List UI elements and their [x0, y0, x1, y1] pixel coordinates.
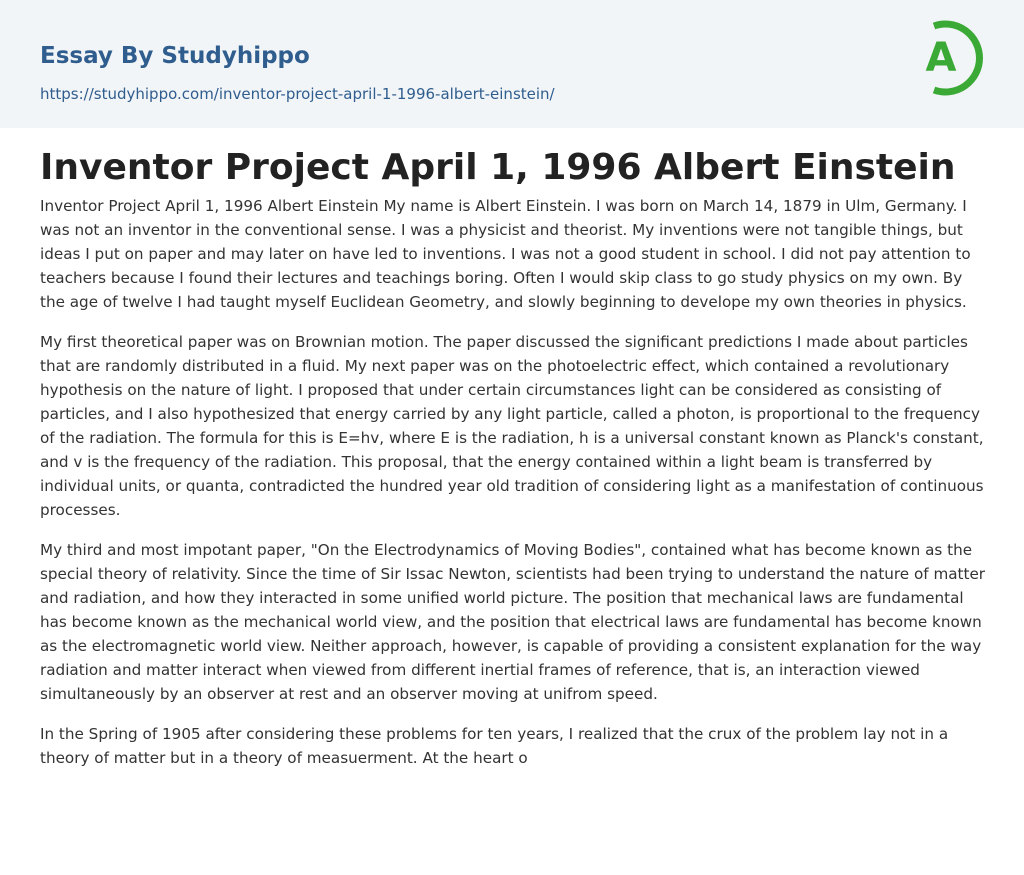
site-header	[0, 0, 1024, 128]
essay-paragraph: My third and most impotant paper, "On the Electrodynamics of Moving Bodies", contained what has become known as the special theory of relativity. Since the time of Sir Issac Newton, scientists had been trying to understand the nature of matter and radiation, and how they interacted in some unified world picture. The position that mechanical laws are fundamental has become known as the mechanical world view, and the position that electrical laws are fundamental has become known as the electromagnetic world view. Neither approach, however, is capable of providing a consistent explanation for the way radiation and matter interact when viewed from different inertial frames of reference, that is, an interaction viewed simultaneously by an observer at rest and an observer moving at unifrom speed.	[40, 541, 986, 703]
essay-paragraph: In the Spring of 1905 after considering these problems for ten years, I realized that the crux of the problem lay not in a theory of matter but in a theory of measuerment. At the heart o	[40, 725, 949, 767]
site-brand[interactable]: Essay By Studyhippo	[40, 43, 310, 69]
logo-letter: A	[925, 35, 957, 81]
essay-paragraph: Inventor Project April 1, 1996 Albert Einstein My name is Albert Einstein. I was born on March 14, 1879 in Ulm, Germany. I was not an inventor in the conventional sense. I was a physicist and theorist. My inventions were not tangible things, but ideas I put on paper and may later on have led to inventions. I was not a good student in school. I did not pay attention to teachers because I found their lectures and teachings boring. Often I would skip class to go study physics on my own. By the age of twelve I had taught myself Euclidean Geometry, and slowly beginning to develope my own theories in physics.	[40, 197, 971, 311]
page-title: Inventor Project April 1, 1996 Albert Einstein	[40, 147, 956, 188]
essay-url-link[interactable]: https://studyhippo.com/inventor-project-april-1-1996-albert-einstein/	[40, 85, 555, 103]
studyhippo-logo[interactable]	[910, 18, 988, 106]
essay-body	[40, 194, 986, 786]
essay-paragraph: My first theoretical paper was on Brownian motion. The paper discussed the significant predictions I made about particles that are randomly distributed in a fluid. My next paper was on the photoelectric effect, which contained a revolutionary hypothesis on the nature of light. I proposed that under certain circumstances light can be considered as consisting of particles, and I also hypothesized that energy carried by any light particle, called a photon, is proportional to the frequency of the radiation. The formula for this is E=hv, where E is the radiation, h is a universal constant known as Planck's constant, and v is the frequency of the radiation. This proposal, that the energy contained within a light beam is transferred by individual units, or quanta, contradicted the hundred year old tradition of considering light as a manifestation of continuous processes.	[40, 333, 984, 519]
